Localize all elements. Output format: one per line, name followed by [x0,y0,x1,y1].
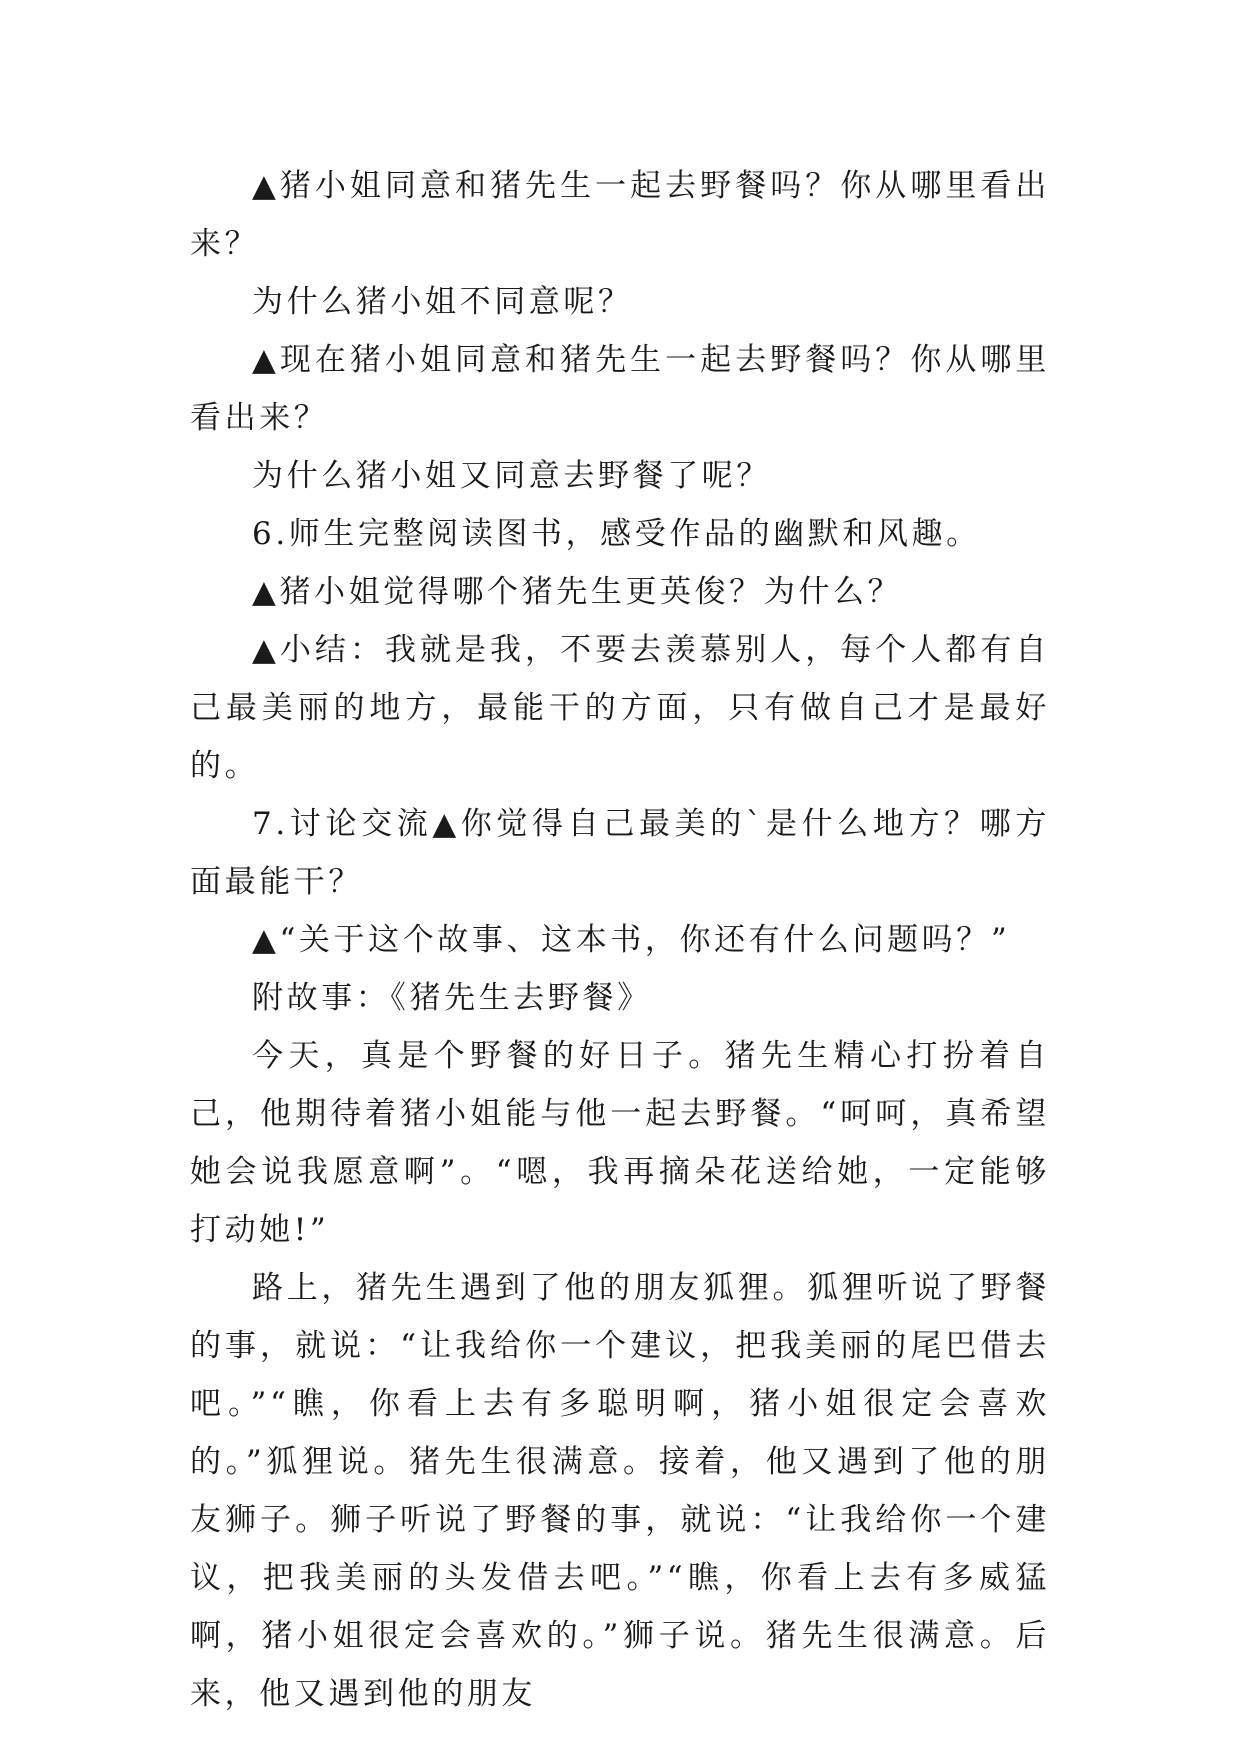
paragraph-summary: ▲小结：我就是我，不要去羡慕别人，每个人都有自己最美丽的地方，最能干的方面，只有做自己才是最好的。 [190,632,1050,784]
paragraph-question-handsome: ▲猪小姐觉得哪个猪先生更英俊？为什么？ [252,574,903,610]
paragraph-question-story: ▲“关于这个故事、这本书，你还有什么问题吗？” [252,922,1011,958]
paragraph-why-not-agree: 为什么猪小姐不同意呢？ [252,284,633,320]
paragraph-question-now-agree: ▲现在猪小姐同意和猪先生一起去野餐吗？你从哪里看出来？ [190,342,1050,436]
paragraph-why-agree-again: 为什么猪小姐又同意去野餐了呢？ [252,458,771,494]
paragraph-story-1: 今天，真是个野餐的好日子。猪先生精心打扮着自己，他期待着猪小姐能与他一起去野餐。“呵呵，真希望她会说我愿意啊”。“嗯，我再摘朵花送给她，一定能够打动她!” [190,1038,1050,1248]
paragraph-story-2: 路上，猪先生遇到了他的朋友狐狸。狐狸听说了野餐的事，就说：“让我给你一个建议，把我美丽的尾巴借去吧。”“瞧，你看上去有多聪明啊，猪小姐很定会喜欢的。”狐狸说。猪先生很满意。接着，他又遇到了他的朋友狮子。狮子听说了野餐的事，就说：“让我给你一个建议，把我美丽的头发借去吧。”“瞧，你看上去有多威猛啊，猪小姐很定会喜欢的。”狮子说。猪先生很满意。后来，他又遇到他的朋友 [190,1270,1050,1712]
paragraph-step-7: 7.讨论交流▲你觉得自己最美的`是什么地方？哪方面最能干？ [190,806,1050,900]
paragraph-question-agree: ▲猪小姐同意和猪先生一起去野餐吗？你从哪里看出来？ [190,168,1050,262]
paragraph-step-6: 6.师生完整阅读图书，感受作品的幽默和风趣。 [252,516,981,552]
document-body [190,157,1050,1723]
paragraph-story-title: 附故事：《猪先生去野餐》 [252,980,652,1016]
